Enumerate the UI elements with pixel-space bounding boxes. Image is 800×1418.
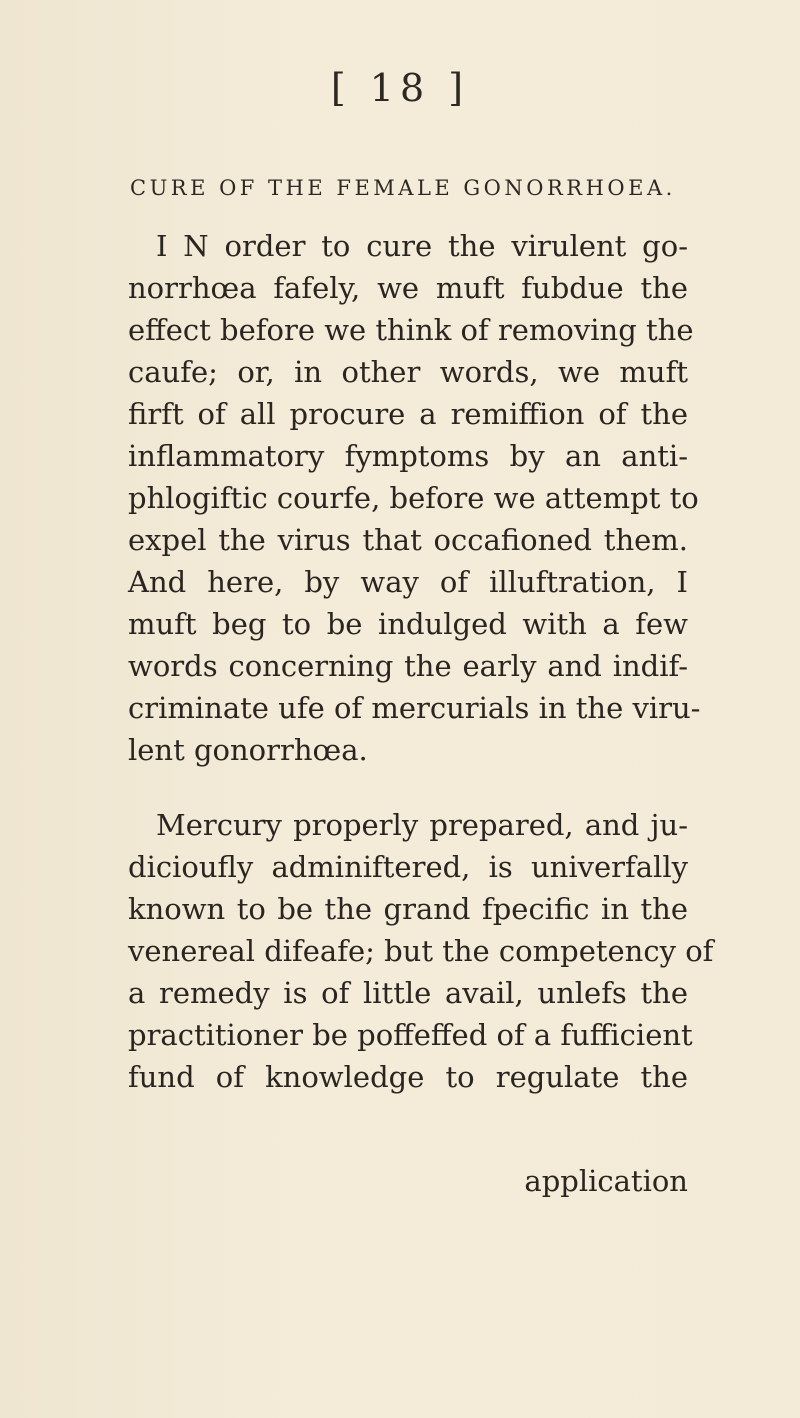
text-line: And here, by way of illuftration, I bbox=[128, 565, 688, 599]
page-number-header: [ 18 ] bbox=[330, 66, 470, 110]
text-line: caufe; or, in other words, we muft bbox=[128, 355, 688, 389]
text-line: norrhœa fafely, we muft fubdue the bbox=[128, 271, 688, 305]
section-title: CURE OF THE FEMALE GONORRHOEA. bbox=[130, 176, 676, 200]
text-line: expel the virus that occafioned them. bbox=[128, 523, 688, 557]
text-line: a remedy is of little avail, unlefs the bbox=[128, 976, 688, 1010]
text-line: fund of knowledge to regulate the bbox=[128, 1060, 688, 1094]
text-line: Mercury properly prepared, and ju- bbox=[156, 808, 688, 842]
text-line: lent gonorrhœa. bbox=[128, 733, 368, 767]
catchword: application bbox=[524, 1164, 688, 1198]
text-line: inflammatory fymptoms by an anti- bbox=[128, 439, 688, 473]
text-line: words concerning the early and indif- bbox=[128, 649, 688, 683]
text-line: venereal difeafe; but the competency of bbox=[128, 934, 714, 968]
text-line: criminate ufe of mercurials in the viru- bbox=[128, 691, 701, 725]
text-line: dicioufly adminiftered, is univerfally bbox=[128, 850, 688, 884]
text-line: phlogiftic courfe, before we attempt to bbox=[128, 481, 699, 515]
text-line: muft beg to be indulged with a few bbox=[128, 607, 688, 641]
text-line: effect before we think of removing the bbox=[128, 313, 694, 347]
paragraph-2 bbox=[128, 804, 714, 1098]
text-line: I N order to cure the virulent go- bbox=[156, 229, 688, 263]
paragraph-1 bbox=[128, 225, 701, 771]
text-line: practitioner be poffeffed of a fufficient bbox=[128, 1018, 693, 1052]
text-line: known to be the grand fpecific in the bbox=[128, 892, 688, 926]
text-line: firft of all procure a remiffion of the bbox=[128, 397, 688, 431]
